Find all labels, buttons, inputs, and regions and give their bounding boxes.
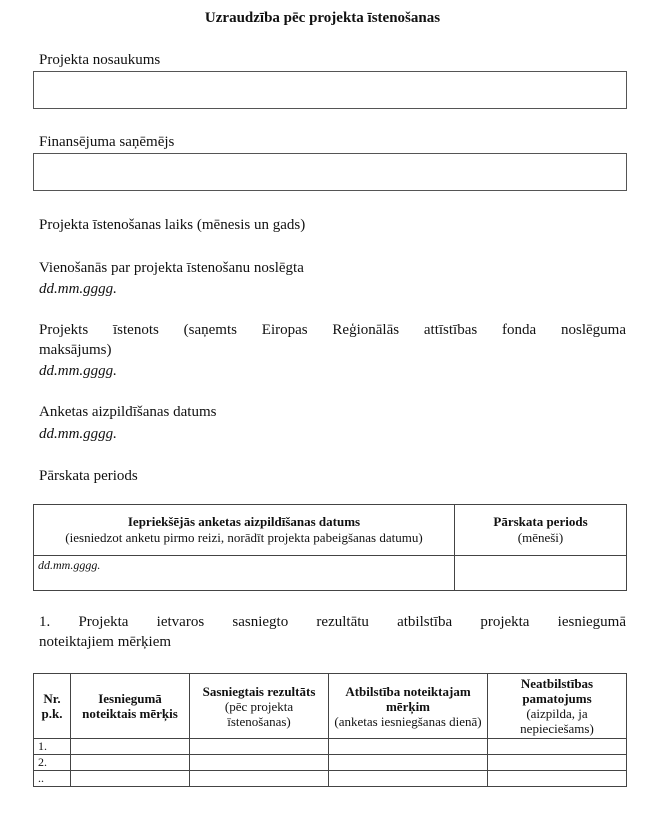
period-table-period-cell[interactable] (455, 556, 627, 591)
row-result-cell[interactable] (190, 755, 329, 771)
table-row (34, 739, 627, 755)
period-table-col1-title: Iepriekšējās anketas aizpildīšanas datums (127, 514, 361, 529)
period-table-col1-header (34, 505, 455, 556)
row-goal-cell[interactable] (71, 771, 190, 787)
row-match-cell[interactable] (329, 755, 488, 771)
row-nr: .. (34, 771, 71, 787)
fill-date: dd.mm.gggg. (39, 426, 117, 442)
results-header-nr: Nr. p.k. (34, 674, 71, 739)
results-header-result: Sasniegtais rezultāts (pēc projekta īstenošanas) (190, 674, 329, 739)
recipient-field[interactable] (33, 153, 627, 191)
completed-date: dd.mm.gggg. (39, 363, 117, 379)
row-reason-cell[interactable] (488, 771, 627, 787)
project-name-label: Projekta nosaukums (39, 52, 161, 68)
period-label: Pārskata periods (39, 468, 138, 484)
section1-heading-line2: noteiktajiem mērķiem (39, 634, 172, 650)
completed-label-line1: Projekts īstenots (saņemts Eiropas Reģionālās attīstības fonda noslēguma (39, 322, 626, 338)
period-table-col1-note: (iesniedzot anketu pirmo reizi, norādīt projekta pabeigšanas datumu) (65, 530, 423, 545)
row-match-cell[interactable] (329, 739, 488, 755)
row-reason-cell[interactable] (488, 755, 627, 771)
completed-label-line2: maksājums) (39, 342, 112, 358)
row-reason-cell[interactable] (488, 739, 627, 755)
recipient-label: Finansējuma saņēmējs (39, 134, 175, 150)
project-name-field[interactable] (33, 71, 627, 109)
agreement-label: Vienošanās par projekta īstenošanu noslēgta (39, 260, 304, 276)
period-table-col2-note: (mēneši) (517, 530, 564, 545)
results-table (33, 673, 627, 787)
table-row (34, 755, 627, 771)
row-match-cell[interactable] (329, 771, 488, 787)
fill-date-label: Anketas aizpildīšanas datums (39, 404, 217, 420)
page-title: Uzraudzība pēc projekta īstenošanas (204, 10, 441, 26)
results-header-reason: Neatbilstības pamatojums (aizpilda, ja nepieciešams) (488, 674, 627, 739)
results-header-goal: Iesniegumā noteiktais mērķis (71, 674, 190, 739)
period-table (33, 504, 627, 591)
period-table-col2-title: Pārskata periods (493, 514, 588, 529)
agreement-date: dd.mm.gggg. (39, 281, 117, 297)
row-goal-cell[interactable] (71, 755, 190, 771)
results-header-match: Atbilstība noteiktajam mērķim (anketas iesniegšanas dienā) (329, 674, 488, 739)
section1-heading-line1: 1. Projekta ietvaros sasniegto rezultātu atbilstība projekta iesniegumā (39, 614, 626, 630)
row-result-cell[interactable] (190, 739, 329, 755)
duration-label: Projekta īstenošanas laiks (mēnesis un gads) (39, 217, 306, 233)
table-row (34, 771, 627, 787)
row-result-cell[interactable] (190, 771, 329, 787)
row-nr: 1. (34, 739, 71, 755)
period-table-col2-header (455, 505, 627, 556)
period-table-date-cell[interactable]: dd.mm.gggg. (34, 556, 455, 591)
row-nr: 2. (34, 755, 71, 771)
row-goal-cell[interactable] (71, 739, 190, 755)
